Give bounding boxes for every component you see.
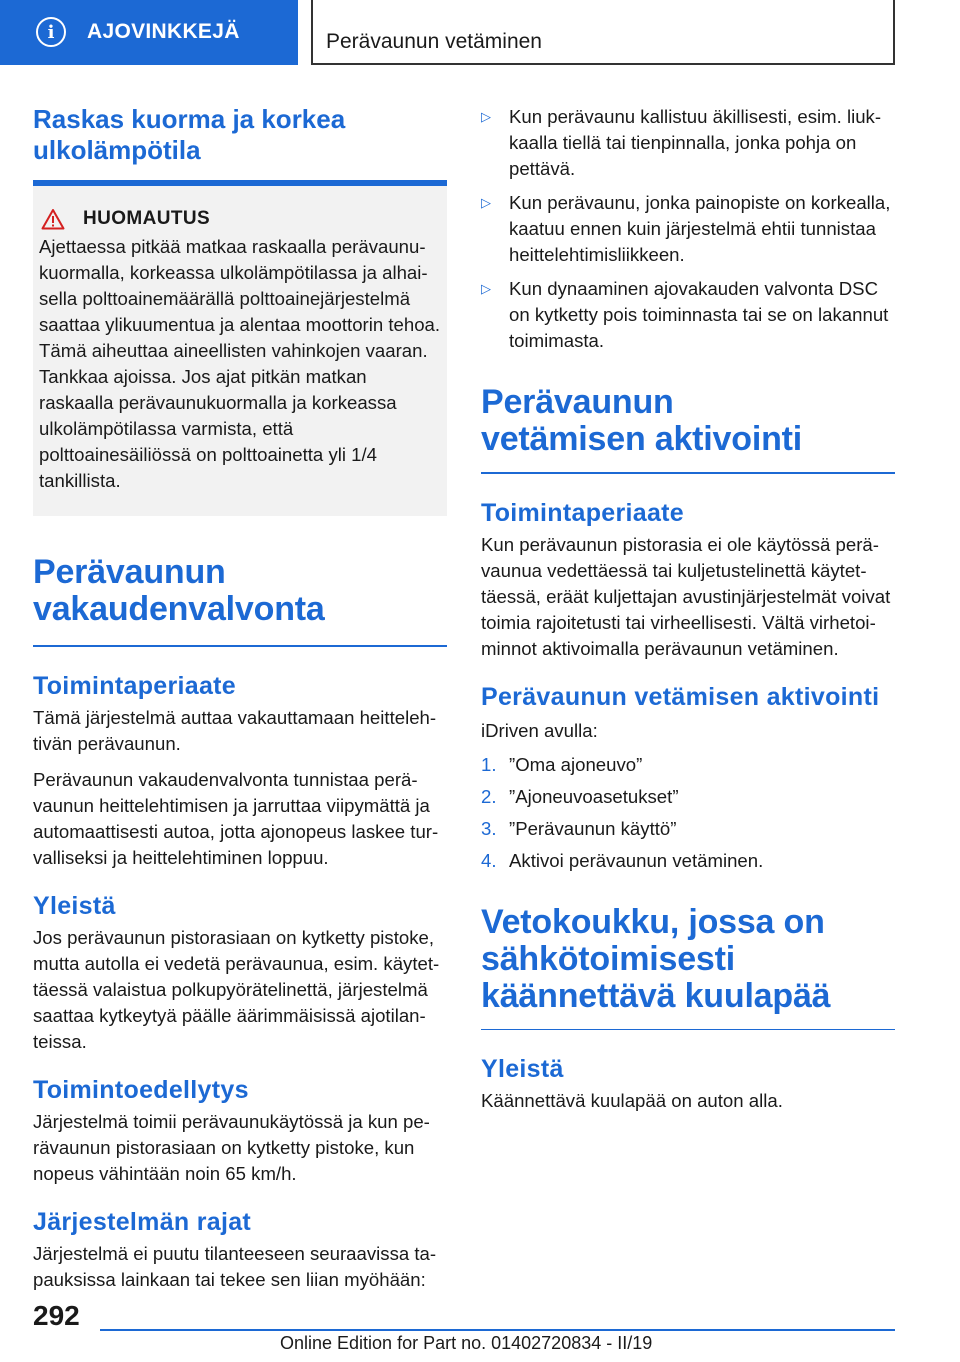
list-item-text: Kun perävaunu kallistuu äkillisesti, esim. liukkaalla tiellä tai tienpinnalla, jonka pohja on pettävä.: [509, 106, 882, 179]
step-text: ”Perävaunun käyttö”: [509, 817, 677, 839]
list-item: [481, 104, 895, 182]
heavy-load-heading: Raskas kuorma ja korkea ulkolämpötila: [33, 104, 346, 165]
section-tab[interactable]: [0, 0, 298, 65]
step-text: ”Oma ajoneuvo”: [509, 753, 643, 775]
limits-list: [481, 104, 895, 354]
towbar-heading: Vetokoukku, jossa on sähkötoimisesti käännettävä kuulapää: [481, 902, 831, 1015]
step-text: ”Ajoneuvoasetukset”: [509, 785, 679, 807]
warning-triangle-icon: [41, 208, 65, 230]
towbar-rule: [481, 1029, 895, 1031]
requirements-heading: Toimintoedellytys: [33, 1075, 249, 1104]
list-item: [481, 784, 895, 810]
right-column: [481, 100, 895, 1114]
footer-rule: [100, 1329, 895, 1331]
info-icon: i: [36, 17, 66, 47]
list-item-text: Kun perävaunu, jonka painopiste on korkealla, kaatuu ennen kuin järjestelmä ehtii tunnistaa heittelehtimisliikkeen.: [509, 192, 891, 265]
principle-p1: Tämä järjestelmä auttaa vakauttamaan heittelehtivän perävaunun.: [33, 706, 437, 754]
towbar-general-heading: Yleistä: [481, 1055, 564, 1083]
step-number: 3.: [481, 817, 497, 839]
stability-heading: Perävaunun vakaudenvalvonta: [33, 553, 325, 628]
activation-rule: [481, 472, 895, 474]
edition-text: Online Edition for Part no. 01402720834 - II/19: [280, 1333, 653, 1353]
idrive-label: iDriven avulla:: [481, 719, 598, 741]
step-number: 2.: [481, 785, 497, 807]
notice-title: HUOMAUTUS: [83, 208, 211, 229]
section-tab-label: AJOVINKKEJÄ: [87, 20, 240, 43]
limits-heading: Järjestelmän rajat: [33, 1207, 252, 1236]
steps-list: [481, 752, 895, 874]
step-number: 1.: [481, 753, 497, 775]
list-item: [481, 276, 895, 354]
activate-subheading: Perävaunun vetämisen aktivointi: [481, 682, 880, 711]
page-title: Perävaunun vetäminen: [326, 30, 542, 53]
requirements-text: Järjestelmä toimii perävaunukäytössä ja kun perävaunun pistorasiaan on kytketty pistoke, kun nopeus vähintään noin 65 km/h.: [33, 1110, 430, 1184]
notice-text: Ajettaessa pitkää matkaa raskaalla perävaunukuormalla, korkeassa ulkolämpötilassa ja alhaisella polttoainemäärällä polttoainejärjestelmä saattaa ylikuumentua ja alentaa moottorin tehoa. Tämä aiheuttaa aineellisten vahinkojen vaaran. Tankkaa ajoissa. Jos ajat pitkän matkan raskaalla perävaunukuormalla ja korkeassa ulkolämpötilassa varmista, että polttoainesäiliössä on polttoainetta yli 1/4 tankillista.: [39, 236, 441, 491]
towbar-general-text: Käännettävä kuulapää on auton alla.: [481, 1090, 783, 1111]
notice-box: [33, 186, 447, 516]
general-text: Jos perävaunun pistorasiaan on kytketty pistoke, mutta autolla ei vedetä perävaunua, esim. käytettäessä valaistua polkupyörätelinettä, järjestelmä saattaa kytkeytyä päälle äärimmäisissä ajotilanteissa.: [33, 926, 440, 1052]
triangle-bullet-icon: ▷: [481, 281, 491, 296]
left-column: [33, 100, 447, 1293]
page-number: 292: [33, 1300, 80, 1331]
list-item: [481, 848, 895, 874]
step-text: Aktivoi perävaunun vetäminen.: [509, 849, 764, 871]
limits-text: Järjestelmä ei puutu tilanteeseen seuraavissa tapauksissa lainkaan tai tekee sen liian myöhään:: [33, 1242, 437, 1290]
activation-heading: Perävaunun vetämisen aktivointi: [481, 383, 803, 458]
stability-rule: [33, 645, 447, 647]
list-item-text: Kun dynaaminen ajovakauden valvonta DSC on kytketty pois toiminnasta tai se on lakannut toimimasta.: [509, 278, 889, 351]
general-heading: Yleistä: [33, 891, 116, 920]
list-item: [481, 816, 895, 842]
triangle-bullet-icon: ▷: [481, 195, 491, 210]
step-number: 4.: [481, 849, 497, 871]
list-item: [481, 752, 895, 778]
triangle-bullet-icon: ▷: [481, 109, 491, 124]
right-principle-text: Kun perävaunun pistorasia ei ole käytössä perävaunua vedettäessä tai kuljetustelinettä käytettäessä, eräät kuljettajan avustinjärjestelmät voivat toimia rajoitetusti tai virheellisesti. Vältä virhetoiminnot aktivoimalla perävaunun vetäminen.: [481, 533, 891, 659]
right-principle-heading: Toimintaperiaate: [481, 498, 684, 527]
principle-p2: Perävaunun vakaudenvalvonta tunnistaa perävaunun heittelehtimisen ja jarruttaa viipymättä ja automaattisesti autoa, jotta ajonopeus laskee turvalliseksi ja heittelehtiminen loppuu.: [33, 768, 439, 868]
list-item: [481, 190, 895, 268]
principle-heading: Toimintaperiaate: [33, 671, 236, 700]
